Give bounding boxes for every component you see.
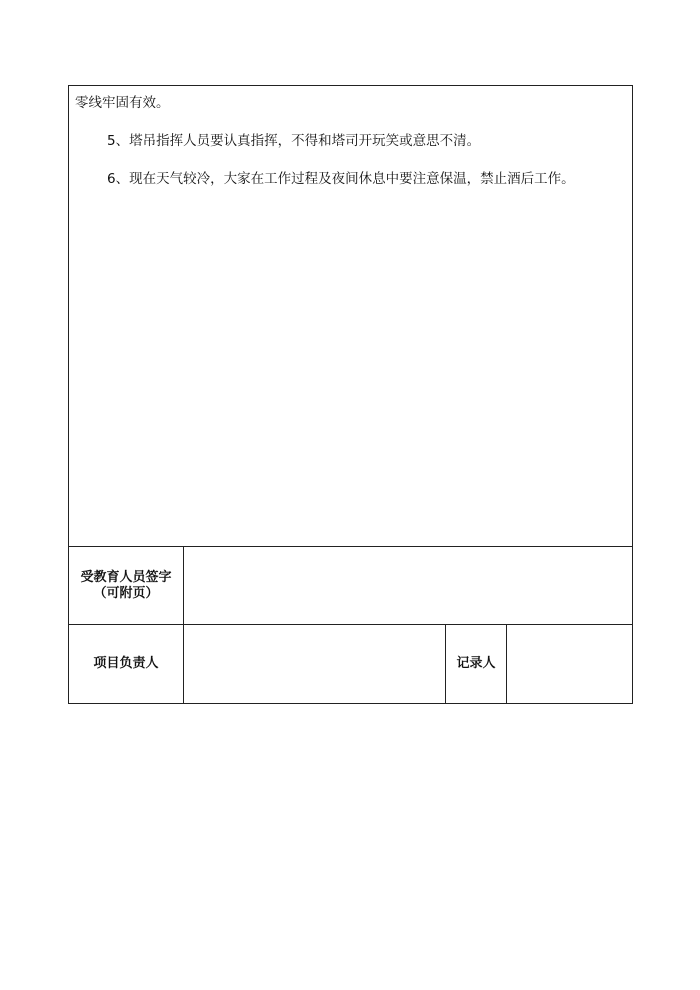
recorder-label-cell [446, 625, 507, 704]
content-line-3: 6、现在天气较冷，大家在工作过程及夜间休息中要注意保温，禁止酒后工作。 [107, 171, 575, 187]
project-lead-label-cell [69, 625, 184, 704]
recorder-label: 记录人 [456, 656, 496, 671]
content-line-1: 零线牢固有效。 [75, 95, 170, 111]
content-line-2: 5、塔吊指挥人员要认真指挥，不得和塔司开玩笑或意思不清。 [107, 133, 481, 149]
project-lead-label: 项目负责人 [93, 656, 159, 671]
signature-sublabel: （可附页） [93, 585, 159, 601]
lead-recorder-row [69, 625, 633, 704]
content-row [69, 86, 633, 547]
signature-label-cell [69, 547, 184, 625]
signature-row [69, 547, 633, 625]
education-content-cell [69, 86, 633, 547]
signature-label: 受教育人员签字 [80, 569, 172, 585]
signature-field[interactable] [184, 547, 633, 625]
recorder-field[interactable] [507, 625, 633, 704]
project-lead-field[interactable] [184, 625, 446, 704]
safety-education-record-table [68, 85, 633, 704]
